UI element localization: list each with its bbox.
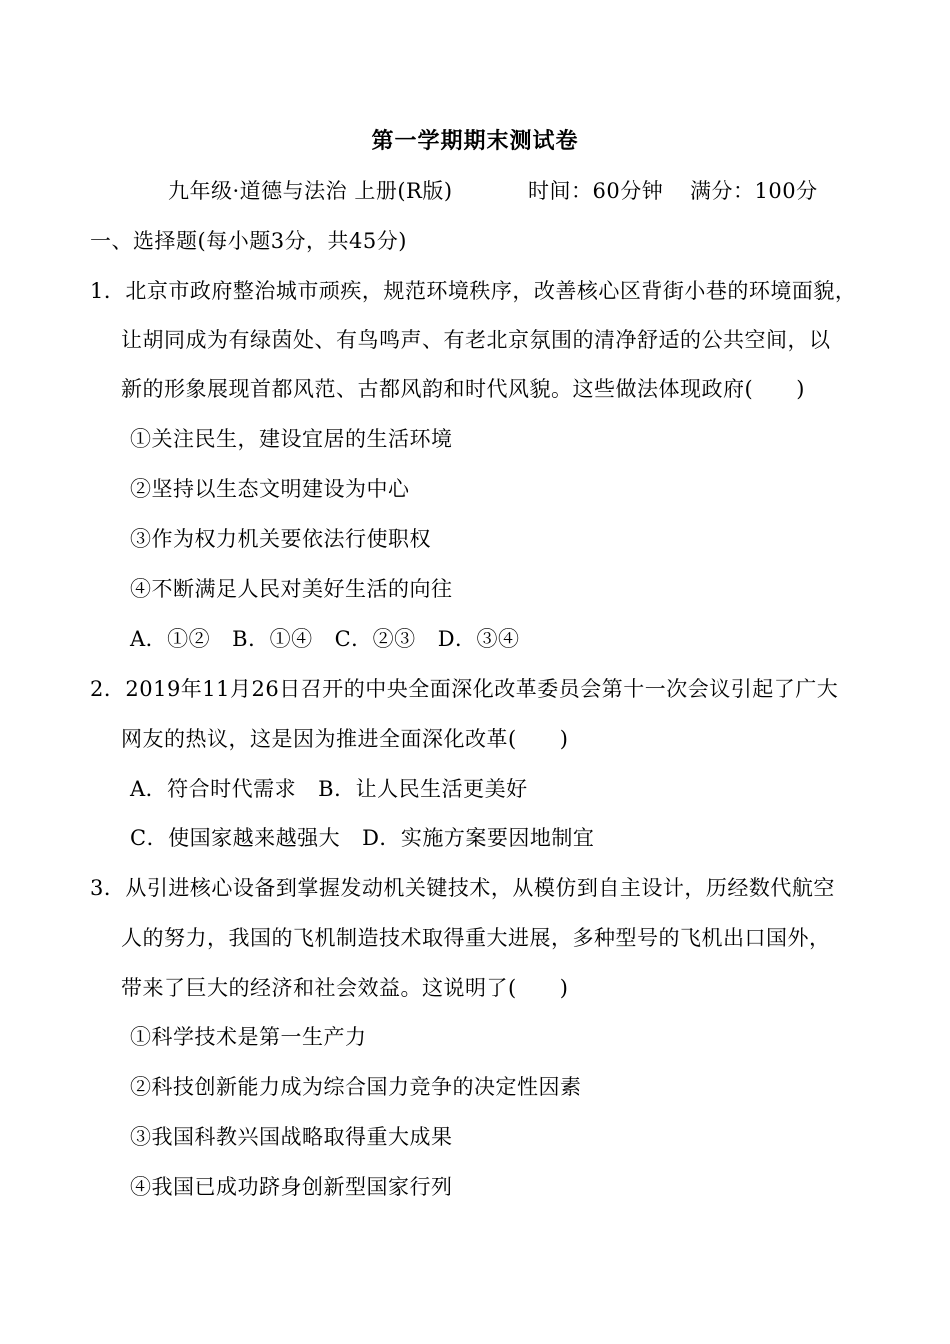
full-score: 满分：100分 bbox=[690, 179, 818, 203]
question-1-statement-2: ②坚持以生态文明建设为中心 bbox=[130, 477, 410, 501]
question-1-option-d: D．③④ bbox=[437, 627, 520, 651]
question-3-stem-line-2: 人的努力，我国的飞机制造技术取得重大进展，多种型号的飞机出口国外， bbox=[121, 926, 831, 950]
question-2-option-d: D．实施方案要因地制宜 bbox=[362, 826, 595, 850]
question-1-statement-4: ④不断满足人民对美好生活的向往 bbox=[130, 577, 453, 601]
question-1-option-b: B．①④ bbox=[232, 627, 313, 651]
question-2-stem-line-2: 网友的热议，这是因为推进全面深化改革( ) bbox=[121, 727, 569, 751]
question-1-stem-line-2: 让胡同成为有绿茵处、有鸟鸣声、有老北京氛围的清净舒适的公共空间，以 bbox=[121, 328, 831, 352]
question-1-option-a: A．①② bbox=[130, 627, 211, 651]
question-2-option-b: B．让人民生活更美好 bbox=[318, 777, 528, 801]
question-1-stem-line-3: 新的形象展现首都风范、古都风韵和时代风貌。这些做法体现政府( ) bbox=[121, 377, 805, 401]
question-3-statement-4: ④我国已成功跻身创新型国家行列 bbox=[130, 1175, 453, 1199]
question-2-options-row-1 bbox=[130, 774, 528, 804]
question-1-statement-1: ①关注民生，建设宜居的生活环境 bbox=[130, 427, 453, 451]
exam-time: 时间：60分钟 bbox=[528, 179, 664, 203]
question-1-option-c: C．②③ bbox=[334, 627, 416, 651]
question-3-stem-line-3: 带来了巨大的经济和社会效益。这说明了( ) bbox=[121, 976, 569, 1000]
question-1-options bbox=[130, 624, 520, 654]
question-2-option-a: A．符合时代需求 bbox=[130, 777, 297, 801]
question-3-stem-line-1: 3．从引进核心设备到掌握发动机关键技术，从模仿到自主设计，历经数代航空 bbox=[90, 876, 835, 900]
section-heading: 一、选择题(每小题3分，共45分) bbox=[90, 229, 407, 253]
question-1-stem-line-1: 1．北京市政府整治城市顽疾，规范环境秩序，改善核心区背街小巷的环境面貌， bbox=[90, 279, 857, 303]
question-2-options-row-2 bbox=[130, 823, 594, 853]
question-2-stem-line-1: 2．2019年11月26日召开的中央全面深化改革委员会第十一次会议引起了广大 bbox=[90, 677, 839, 701]
question-3-statement-3: ③我国科教兴国战略取得重大成果 bbox=[130, 1125, 453, 1149]
grade-subject: 九年级·道德与法治 上册(R版) bbox=[168, 179, 453, 203]
question-2-option-c: C．使国家越来越强大 bbox=[130, 826, 341, 850]
page-title: 第一学期期末测试卷 bbox=[371, 129, 579, 154]
question-3-statement-1: ①科学技术是第一生产力 bbox=[130, 1025, 367, 1049]
question-1-statement-3: ③作为权力机关要依法行使职权 bbox=[130, 527, 431, 551]
question-3-statement-2: ②科技创新能力成为综合国力竞争的决定性因素 bbox=[130, 1075, 582, 1099]
